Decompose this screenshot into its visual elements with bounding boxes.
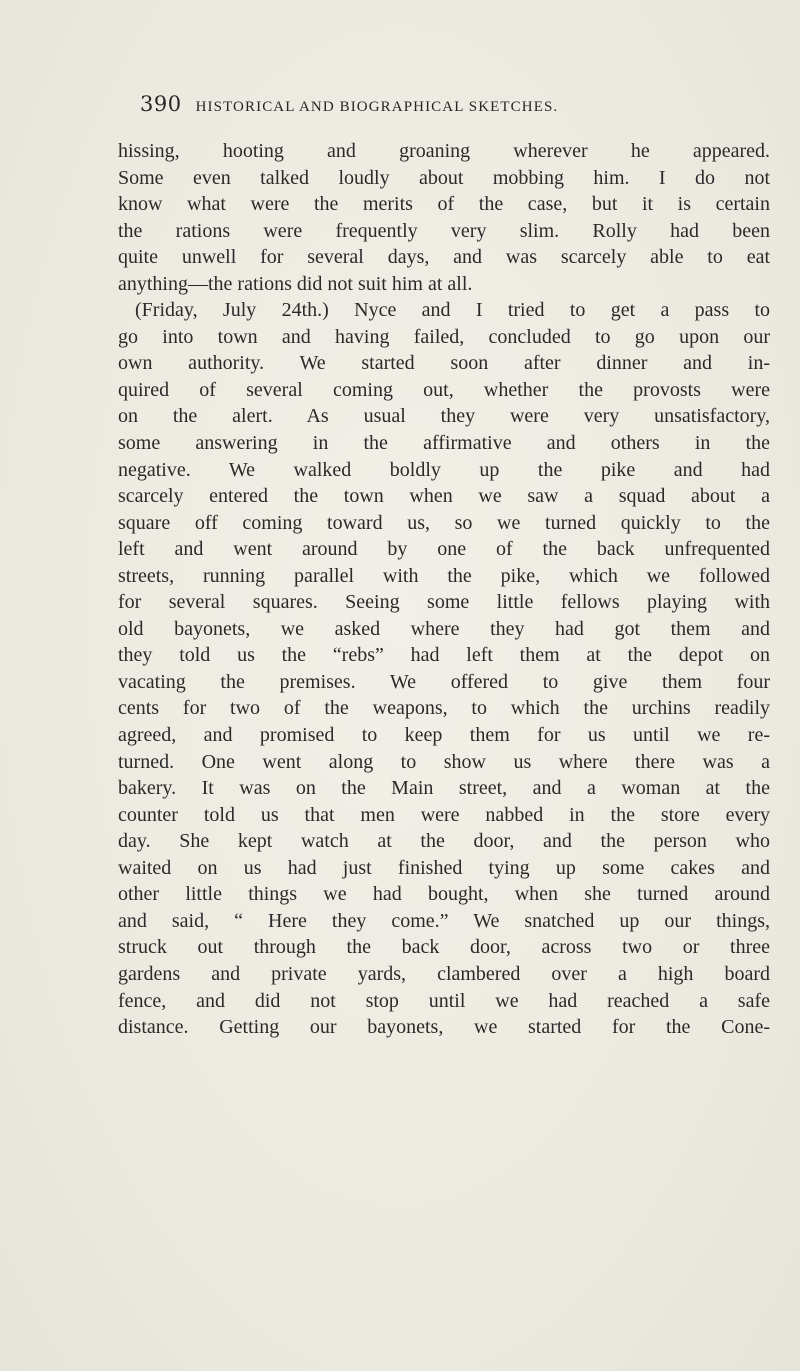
text-line: counter told us that men were nabbed in the store every xyxy=(118,803,770,826)
text-line: negative. We walked boldly up the pike and had xyxy=(118,458,770,481)
text-line: on the alert. As usual they were very unsatisfactory, xyxy=(118,405,770,428)
text-line: vacating the premises. We offered to give them four xyxy=(118,670,770,693)
text-line: the rations were frequently very slim. Rolly had been xyxy=(118,219,770,242)
text-line: bakery. It was on the Main street, and a woman at the xyxy=(118,777,770,800)
text-line: old bayonets, we asked where they had got them and xyxy=(118,617,770,640)
text-line: (Friday, July 24th.) Nyce and I tried to get a pass to xyxy=(135,299,770,322)
text-line: quired of several coming out, whether the provosts were xyxy=(118,378,770,401)
text-line: hissing, hooting and groaning wherever he appeared. xyxy=(118,140,770,162)
text-line: they told us the “rebs” had left them at the depot on xyxy=(118,644,770,667)
text-line: go into town and having failed, concluded to go upon our xyxy=(118,325,770,348)
text-line: anything—the rations did not suit him at all. xyxy=(118,272,473,295)
text-line: for several squares. Seeing some little fellows playing with xyxy=(118,591,770,614)
text-line: fence, and did not stop until we had reached a safe xyxy=(118,989,770,1012)
text-line: waited on us had just finished tying up some cakes and xyxy=(118,856,770,879)
text-line: turned. One went along to show us where there was a xyxy=(118,750,770,773)
text-line: cents for two of the weapons, to which the urchins readily xyxy=(118,697,770,720)
text-line: know what were the merits of the case, but it is certain xyxy=(118,193,770,216)
text-line: agreed, and promised to keep them for us until we re- xyxy=(118,724,770,747)
text-line: Some even talked loudly about mobbing him. I do not xyxy=(118,166,770,189)
body-text xyxy=(118,138,770,1041)
text-line: left and went around by one of the back unfrequented xyxy=(118,538,770,561)
text-line: distance. Getting our bayonets, we started for the Cone- xyxy=(118,1016,770,1039)
text-line: day. She kept watch at the door, and the person who xyxy=(118,830,770,853)
page-number: 390 xyxy=(140,92,182,116)
page-header xyxy=(140,92,700,118)
text-line: square off coming toward us, so we turned quickly to the xyxy=(118,511,770,534)
text-line: streets, running parallel with the pike, which we followed xyxy=(118,564,770,587)
running-head: HISTORICAL AND BIOGRAPHICAL SKETCHES. xyxy=(195,99,559,115)
text-line: scarcely entered the town when we saw a squad about a xyxy=(118,485,770,508)
text-line: other little things we had bought, when she turned around xyxy=(118,883,770,906)
text-line: some answering in the affirmative and others in the xyxy=(118,432,770,455)
text-line: and said, “ Here they come.” We snatched up our things, xyxy=(118,909,770,932)
text-line: gardens and private yards, clambered over a high board xyxy=(118,962,770,985)
text-line: struck out through the back door, across two or three xyxy=(118,936,770,959)
text-line: own authority. We started soon after dinner and in- xyxy=(118,352,770,375)
text-line: quite unwell for several days, and was scarcely able to eat xyxy=(118,246,770,269)
